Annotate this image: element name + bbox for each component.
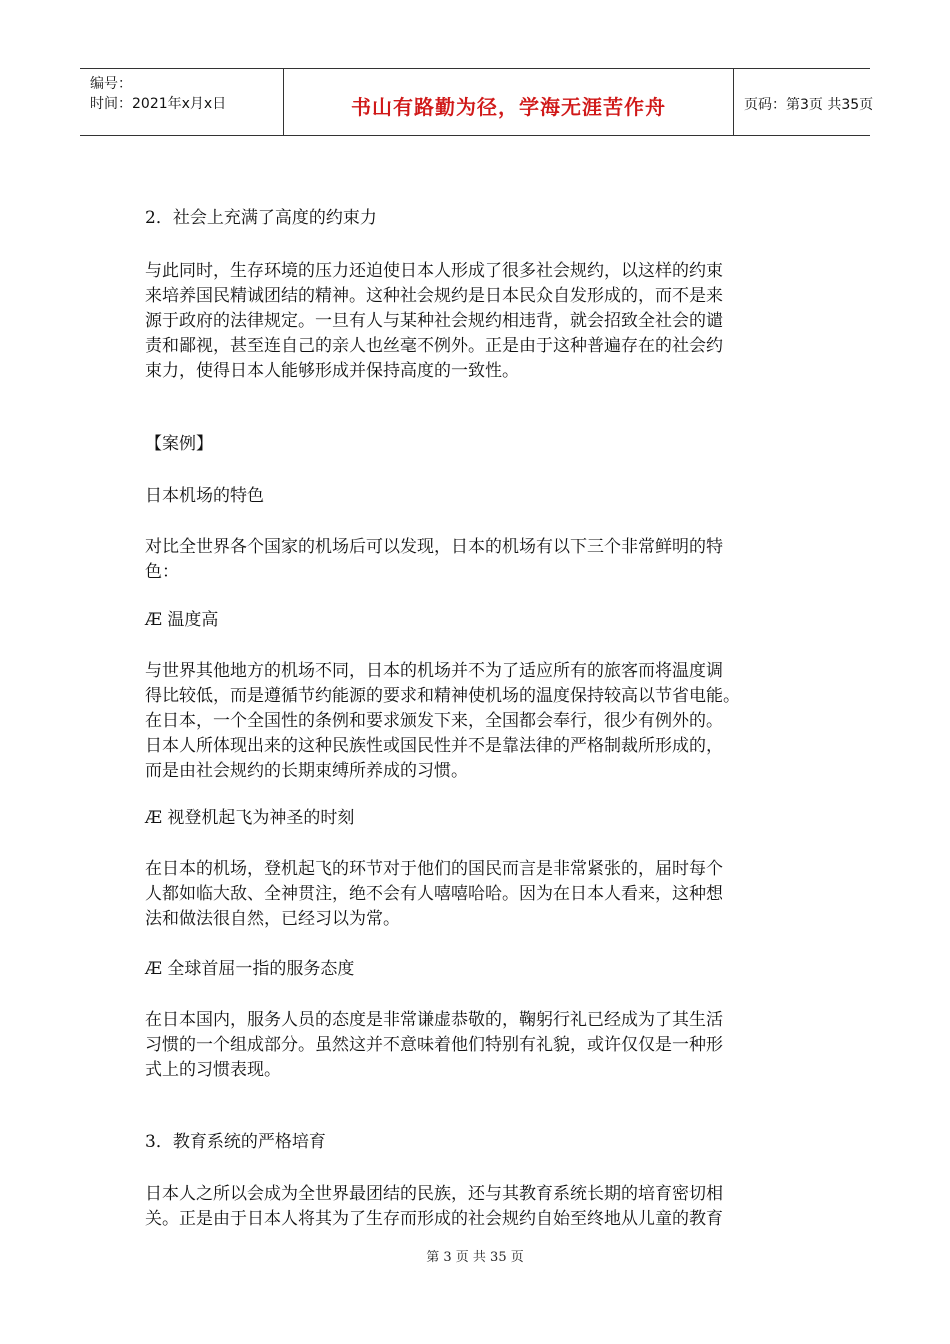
text-line: 色：	[145, 562, 179, 582]
page-footer: 第 3 页 共 35 页	[426, 1250, 524, 1265]
text-line: 在日本的机场，登机起飞的环节对于他们的国民而言是非常紧张的，届时每个	[145, 859, 723, 879]
bullet-temperature: Æ 温度高	[145, 610, 219, 630]
paragraph-education	[145, 1182, 805, 1232]
section-heading-2: 2．社会上充满了高度的约束力	[145, 208, 377, 228]
paragraph-constraint	[145, 259, 805, 384]
text-line: 关。正是由于日本人将其为了生存而形成的社会规约自始至终地从儿童的教育	[145, 1209, 723, 1229]
text-line: 与世界其他地方的机场不同，日本的机场并不为了适应所有的旅客而将温度调	[145, 661, 723, 681]
case-intro	[145, 535, 805, 585]
bullet-boarding-text	[145, 857, 805, 932]
page-label: 页码：第3页 共35页	[744, 97, 874, 113]
text-line: 责和鄙视，甚至连自己的亲人也丝毫不例外。正是由于这种普遍存在的社会约	[145, 336, 723, 356]
text-line: 日本人所体现出来的这种民族性或国民性并不是靠法律的严格制裁所形成的，	[145, 736, 723, 756]
header-page-cell	[734, 69, 874, 135]
bullet-service: Æ 全球首屈一指的服务态度	[145, 959, 355, 979]
text-line: 日本人之所以会成为全世界最团结的民族，还与其教育系统长期的培育密切相	[145, 1184, 723, 1204]
case-title: 日本机场的特色	[145, 486, 264, 506]
bullet-service-text	[145, 1008, 805, 1083]
header-meta-cell	[80, 69, 283, 135]
bullet-temperature-text	[145, 659, 805, 784]
motto: 书山有路勤为径，学海无涯苦作舟	[351, 95, 666, 119]
time-label: 时间：2021年x月x日	[90, 96, 227, 112]
text-line: 得比较低，而是遵循节约能源的要求和精神使机场的温度保持较高以节省电能。	[145, 686, 740, 706]
bullet-boarding: Æ 视登机起飞为神圣的时刻	[145, 808, 355, 828]
text-line: 人都如临大敌、全神贯注，绝不会有人嘻嘻哈哈。因为在日本人看来，这种想	[145, 884, 723, 904]
text-line: 与此同时，生存环境的压力还迫使日本人形成了很多社会规约，以这样的约束	[145, 261, 723, 281]
document-header	[80, 68, 874, 136]
text-line: 束力，使得日本人能够形成并保持高度的一致性。	[145, 361, 519, 381]
case-label: 【案例】	[145, 434, 213, 454]
text-line: 来培养国民精诚团结的精神。这种社会规约是日本民众自发形成的，而不是来	[145, 286, 723, 306]
text-line: 而是由社会规约的长期束缚所养成的习惯。	[145, 761, 468, 781]
text-line: 式上的习惯表现。	[145, 1060, 281, 1080]
text-line: 法和做法很自然，已经习以为常。	[145, 909, 400, 929]
text-line: 源于政府的法律规定。一旦有人与某种社会规约相违背，就会招致全社会的谴	[145, 311, 723, 331]
text-line: 在日本国内，服务人员的态度是非常谦虚恭敬的，鞠躬行礼已经成为了其生活	[145, 1010, 723, 1030]
text-line: 在日本，一个全国性的条例和要求颁发下来，全国都会奉行，很少有例外的。	[145, 711, 723, 731]
text-line: 对比全世界各个国家的机场后可以发现，日本的机场有以下三个非常鲜明的特	[145, 537, 723, 557]
section-heading-3: 3．教育系统的严格培育	[145, 1132, 326, 1152]
header-motto-cell	[283, 69, 734, 135]
text-line: 习惯的一个组成部分。虽然这并不意味着他们特别有礼貌，或许仅仅是一种形	[145, 1035, 723, 1055]
number-label: 编号：	[90, 76, 132, 92]
